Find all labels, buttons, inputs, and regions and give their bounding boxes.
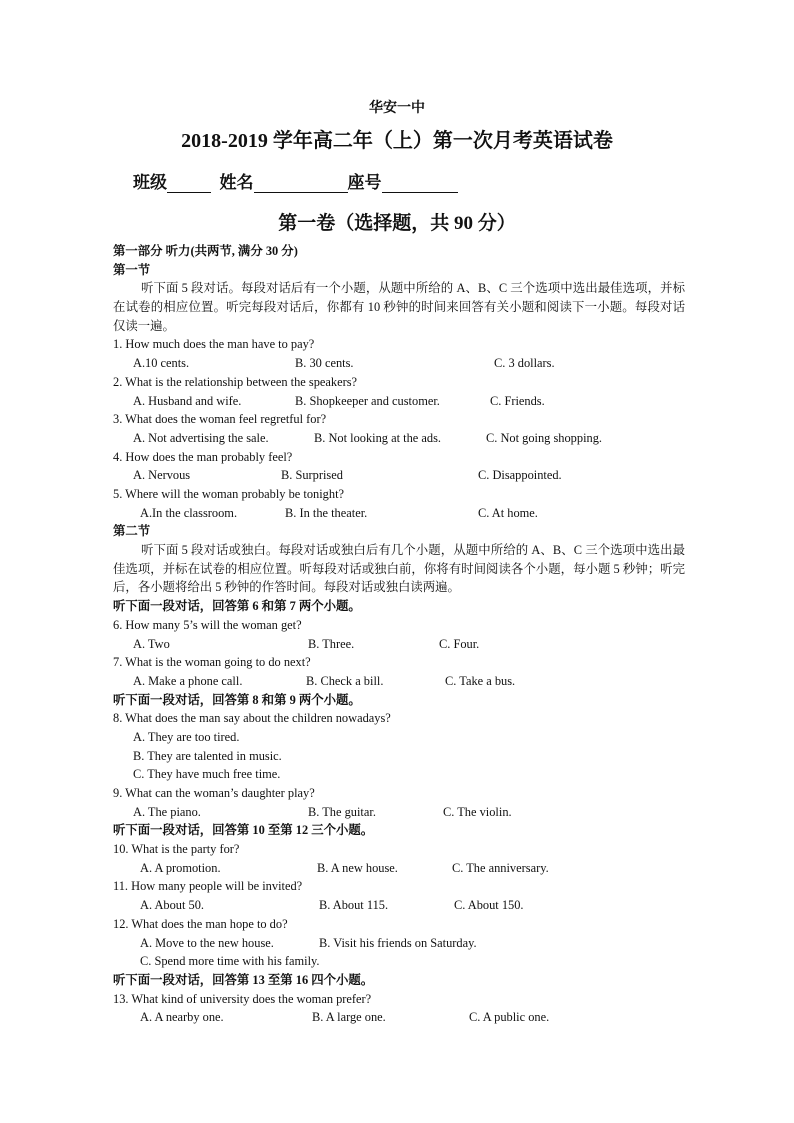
q5-options xyxy=(113,504,685,523)
q3-stem: 3. What does the woman feel regretful for? xyxy=(113,412,327,427)
name-label: 姓名 xyxy=(219,173,254,192)
q4-options xyxy=(113,466,685,485)
q9-stem: 9. What can the woman’s daughter play? xyxy=(113,786,315,801)
q4-option-a: A. Nervous xyxy=(133,468,191,483)
group-heading-13-16: 听下面一段对话，回答第 13 至第 16 四个小题。 xyxy=(113,972,374,987)
q4-option-c: C. Disappointed. xyxy=(478,468,562,483)
q5-option-a: A.In the classroom. xyxy=(140,505,238,520)
q4-option-b: B. Surprised xyxy=(281,468,343,483)
q7-stem: 7. What is the woman going to do next? xyxy=(113,655,311,670)
q12-option-a: A. Move to the new house. xyxy=(140,935,274,950)
q2-option-b: B. Shopkeeper and customer. xyxy=(295,393,440,408)
q7-options xyxy=(113,672,685,691)
q9-options xyxy=(113,803,685,822)
q1-stem: 1. How much does the man have to pay? xyxy=(113,337,315,352)
part-heading: 第一部分 听力(共两节, 满分 30 分) xyxy=(113,244,298,258)
q6-option-a: A. Two xyxy=(133,636,170,651)
q8-option-b: B. They are talented in music. xyxy=(133,748,282,763)
q12-stem: 12. What does the man hope to do? xyxy=(113,916,288,931)
q3-option-a: A. Not advertising the sale. xyxy=(133,430,269,445)
seat-label: 座号 xyxy=(347,173,382,192)
q11-option-a: A. About 50. xyxy=(140,898,205,913)
q13-option-c: C. A public one. xyxy=(469,1010,550,1025)
seat-blank xyxy=(382,174,458,193)
q10-option-b: B. A new house. xyxy=(317,860,398,875)
q1-option-a: A.10 cents. xyxy=(133,356,190,371)
q8-stem: 8. What does the man say about the children nowadays? xyxy=(113,711,391,726)
q5-stem: 5. Where will the woman probably be tonight? xyxy=(113,486,345,501)
q1-option-b: B. 30 cents. xyxy=(295,356,354,371)
q10-options xyxy=(113,859,685,878)
section2-instructions: 听下面 5 段对话或独白。每段对话或独白后有几个小题，从题中所给的 A、B、C 三个选项中选出最佳选项，并标在试卷的相应位置。听每段对话或独白前，你将有时间阅读各个小题，每小题 5 秒钟；听完后，各小题将给出 5 秒钟的作答时间。每段对话或独白读两遍。 xyxy=(113,543,685,595)
q6-option-c: C. Four. xyxy=(439,636,480,651)
name-blank xyxy=(254,174,348,193)
section1-label: 第一节 xyxy=(113,262,151,277)
volume-title: 第一卷（选择题，共 90 分） xyxy=(278,213,516,234)
q13-options xyxy=(113,1008,685,1027)
q13-stem: 13. What kind of university does the woman prefer? xyxy=(113,991,372,1006)
q7-option-a: A. Make a phone call. xyxy=(133,673,243,688)
q1-options xyxy=(113,354,685,373)
q5-option-b: B. In the theater. xyxy=(285,505,368,520)
q11-option-c: C. About 150. xyxy=(454,898,524,913)
q4-stem: 4. How does the man probably feel? xyxy=(113,449,293,464)
group-heading-6-7: 听下面一段对话，回答第 6 和第 7 两个小题。 xyxy=(113,599,361,614)
q9-option-b: B. The guitar. xyxy=(308,804,376,819)
q13-option-b: B. A large one. xyxy=(312,1010,386,1025)
school-name: 华安一中 xyxy=(369,101,425,116)
q10-stem: 10. What is the party for? xyxy=(113,842,240,857)
q6-options xyxy=(113,635,685,654)
q10-option-c: C. The anniversary. xyxy=(452,860,549,875)
q8-option-a: A. They are too tired. xyxy=(133,729,240,744)
q3-option-b: B. Not looking at the ads. xyxy=(314,430,441,445)
q12-options xyxy=(113,934,685,953)
section2-label: 第二节 xyxy=(113,524,151,539)
q9-option-a: A. The piano. xyxy=(133,804,201,819)
q7-option-b: B. Check a bill. xyxy=(306,673,384,688)
exam-content xyxy=(113,242,685,1027)
q6-option-b: B. Three. xyxy=(308,636,355,651)
group-heading-8-9: 听下面一段对话，回答第 8 和第 9 两个小题。 xyxy=(113,692,361,707)
q10-option-a: A. A promotion. xyxy=(140,860,221,875)
q12-option-c: C. Spend more time with his family. xyxy=(140,954,320,969)
q13-option-a: A. A nearby one. xyxy=(140,1010,224,1025)
group-heading-10-12: 听下面一段对话，回答第 10 至第 12 三个小题。 xyxy=(113,823,374,838)
q11-option-b: B. About 115. xyxy=(319,898,389,913)
q6-stem: 6. How many 5’s will the woman get? xyxy=(113,617,302,632)
class-label: 班级 xyxy=(133,173,167,192)
q3-option-c: C. Not going shopping. xyxy=(486,430,602,445)
class-blank xyxy=(167,174,211,193)
q5-option-c: C. At home. xyxy=(478,505,538,520)
section1-instructions: 听下面 5 段对话。每段对话后有一个小题，从题中所给的 A、B、C 三个选项中选出最佳选项，并标在试卷的相应位置。听完每段对话后，你都有 10 秒钟的时间来回答有关小题和阅读下一小题。每段对话仅读一遍。 xyxy=(113,281,685,333)
q2-stem: 2. What is the relationship between the speakers? xyxy=(113,374,358,389)
q2-options xyxy=(113,392,685,411)
q11-options xyxy=(113,896,685,915)
q12-option-b: B. Visit his friends on Saturday. xyxy=(319,935,477,950)
q2-option-c: C. Friends. xyxy=(490,393,545,408)
q11-stem: 11. How many people will be invited? xyxy=(113,879,303,894)
q3-options xyxy=(113,429,685,448)
q9-option-c: C. The violin. xyxy=(443,804,512,819)
q7-option-c: C. Take a bus. xyxy=(445,673,516,688)
q2-option-a: A. Husband and wife. xyxy=(133,393,242,408)
q1-option-c: C. 3 dollars. xyxy=(494,356,555,371)
student-info-line xyxy=(133,168,458,193)
q8-option-c: C. They have much free time. xyxy=(133,767,281,782)
exam-title: 2018-2019 学年高二年（上）第一次月考英语试卷 xyxy=(181,130,613,152)
